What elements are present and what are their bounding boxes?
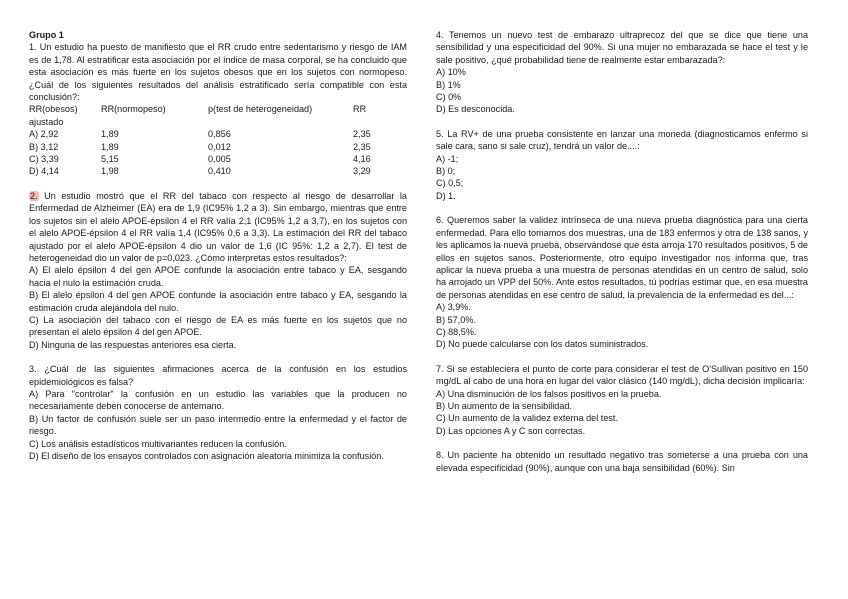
left-column [29, 29, 407, 462]
answer-option: D) Es desconocida. [436, 104, 515, 115]
answer-option: C) La asociación del tabaco con el riesgo de EA es más fuerte en los sujetos que no presentan el alelo épsilon 4 del gen APOE. [29, 314, 407, 338]
table-cell: D) 4,14 [29, 166, 59, 177]
table-row [29, 165, 407, 177]
answer-option: D) 1. [436, 190, 456, 201]
question-4-text: 4. Tenemos un nuevo test de embarazo ultraprecoz del que se dice que tiene una sensibilidad y una especificidad del 90%. Si una mujer no embarazada se hace el test y le sale positivo, ¿qué probabilidad tiene de realmente estar embarazada?: [436, 30, 808, 65]
question-7-text: 7. Si se estableciera el punto de corte para considerar el test de O'Sullivan positivo en 150 mg/dL al cabo de una hora en lugar del valor clásico (140 mg/dL), dicha decisión implicaría: [436, 363, 808, 387]
table-cell: 4,16 [353, 154, 371, 165]
table-cell: 0,856 [208, 129, 231, 140]
table-header: p(test de heterogeneidad) [208, 104, 313, 115]
answer-option: D) Ninguna de las respuestas anteriores esa cierta. [29, 339, 237, 350]
question-5 [436, 128, 808, 202]
answer-option: C) 88,5%. [436, 326, 477, 337]
answer-option: C) 0% [436, 92, 462, 103]
question-6-text: 6. Queremos saber la validez intrínseca de una nueva prueba diagnóstica para una cierta enfermedad. Para ello tomamos dos muestras, una de 183 enfermos y otra de 138 sanos, y les aplicamos la nueva prueba, observándose que ésta arroja 170 resultados positivos, 5 de ellos en sujetos sanos. Posteriormente, otro equipo investigador nos informa que, tras aplicar la nueva prueba a una muestra de personas atendidas en un centro de salud, solo ha arrojado un VPP del 50%. Ante estos resultados, tú podrías estimar que, en esa muestra de personas atendidas en ese centro de salud, la prevalencia de la enfermedad es del...: [436, 215, 808, 300]
table-header: RR(normopeso) [101, 104, 166, 115]
question-2-body: Un estudio mostró que el RR del tabaco con respecto al riesgo de desarrollar la Enfermedad de Alzheimer (EA) era de 1,9 (IC95% 1,2 a 3). Sin embargo, mientras que entre los sujetos sin el alelo APOE-épsilon 4 el RR valía 2,1 (IC95% 1,2 a 3,7), en los sujetos con el alelo APOE-épsilon 4 el RR valía 1,4 (IC95% 0,6 a 3,3). La estimación del RR del tabaco ajustado por el alelo APOE-épsilon 4 dio un valor de 1,6 (IC 95%: 1,2 a 2,7). El test de heterogeneidad dio un valor de p=0,023. ¿Cómo interpretas estos resultados?: [29, 190, 407, 263]
answer-option: C) Un aumento de la validez externa del test. [436, 413, 618, 424]
table-header-extra: ajustado [29, 116, 64, 127]
table-header: RR(obesos) [29, 104, 78, 115]
question-7 [436, 363, 808, 437]
table-header-row [29, 103, 407, 115]
table-cell: 2,35 [353, 141, 371, 152]
table-row [29, 153, 407, 165]
table-header: RR [353, 104, 367, 115]
table-row [29, 128, 407, 140]
answer-option: D) No puede calcularse con los datos suministrados. [436, 339, 649, 350]
question-5-text: 5. La RV+ de una prueba consistente en lanzar una moneda (diagnosticamos enfermo si sale cara, sano si sale cruz), tendrá un valor de....: [436, 128, 808, 152]
question-1-table [29, 103, 407, 177]
question-1-text: 1. Un estudio ha puesto de manifiesto que el RR crudo entre sedentarismo y riesgo de IAM es de 1,78. Al estratificar esta asociación por el índice de masa corporal, se ha concluido que esta asociación es más fuerte en los sujetos obesos que en los sujetos con normopeso. ¿Cuál de los siguientes resultados del análisis estratificado sería compatible con esta conclusión?: [29, 42, 407, 103]
table-cell: 1,89 [101, 141, 119, 152]
answer-option: A) El alelo épsilon 4 del gen APOE confunde la asociación entre tabaco y EA, sesgando hacia el nulo la estimación cruda. [29, 265, 407, 288]
table-cell: C) 3,39 [29, 154, 59, 165]
question-3 [29, 363, 407, 462]
answer-option: A) Para "controlar" la confusión en un estudio las variables que la producen no necesariamente deben conocerse de antemano. [29, 388, 407, 412]
answer-option: D) El diseño de los ensayos controlados con asignación aleatoria minimiza la confusión. [29, 451, 384, 461]
question-2 [29, 190, 407, 351]
question-2-text [29, 190, 407, 264]
table-cell: 2,35 [353, 129, 371, 140]
table-cell: A) 2,92 [29, 129, 59, 140]
question-8 [436, 449, 808, 474]
answer-option: A) Una disminución de los falsos positivos en la prueba. [436, 388, 662, 399]
answer-option: A) 10% [436, 67, 466, 78]
answer-option: C) 0,5; [436, 178, 464, 189]
table-cell: 0,012 [208, 141, 231, 152]
question-3-text: 3. ¿Cuál de las siguientes afirmaciones acerca de la confusión en los estudios epidemiológicos es falsa? [29, 364, 407, 387]
table-row [29, 141, 407, 153]
answer-option: B) Un factor de confusión suele ser un paso intermedio entre la enfermedad y el factor de riesgo. [29, 413, 407, 437]
answer-option: B) 1% [436, 79, 461, 90]
answer-option: B) El alelo épsilon 4 del gen APOE confunde la asociación entre tabaco y EA, sesgando la estimación cruda alejándola del nulo. [29, 290, 407, 313]
question-8-text: 8. Un paciente ha obtenido un resultado negativo tras someterse a una prueba con una elevada especificidad (90%), aunque con una baja sensibilidad (60%). Sin [436, 450, 808, 473]
answer-option: D) Las opciones A y C son correctas. [436, 425, 586, 436]
question-4 [436, 29, 808, 116]
question-6 [436, 214, 808, 350]
table-cell: 0,410 [208, 166, 231, 177]
table-cell: 0,005 [208, 154, 231, 165]
answer-option: B) 57,0%. [436, 314, 476, 325]
question-1 [29, 41, 407, 177]
table-cell: 3,29 [353, 166, 371, 177]
question-2-number-highlight: 2. [30, 190, 38, 201]
answer-option: B) 0; [436, 166, 456, 177]
right-column [436, 29, 808, 474]
table-header-extra-row [29, 116, 407, 128]
answer-option: C) Los análisis estadísticos multivariantes reducen la confusión. [29, 438, 287, 449]
answer-option: A) -1; [436, 153, 459, 164]
table-cell: 5,15 [101, 154, 119, 165]
table-cell: B) 3,12 [29, 141, 59, 152]
answer-option: A) 3,9%. [436, 302, 471, 313]
answer-option: B) Un aumento de la sensibilidad. [436, 400, 572, 411]
table-cell: 1,98 [101, 166, 119, 177]
table-cell: 1,89 [101, 129, 119, 140]
group-title: Grupo 1 [29, 30, 64, 40]
